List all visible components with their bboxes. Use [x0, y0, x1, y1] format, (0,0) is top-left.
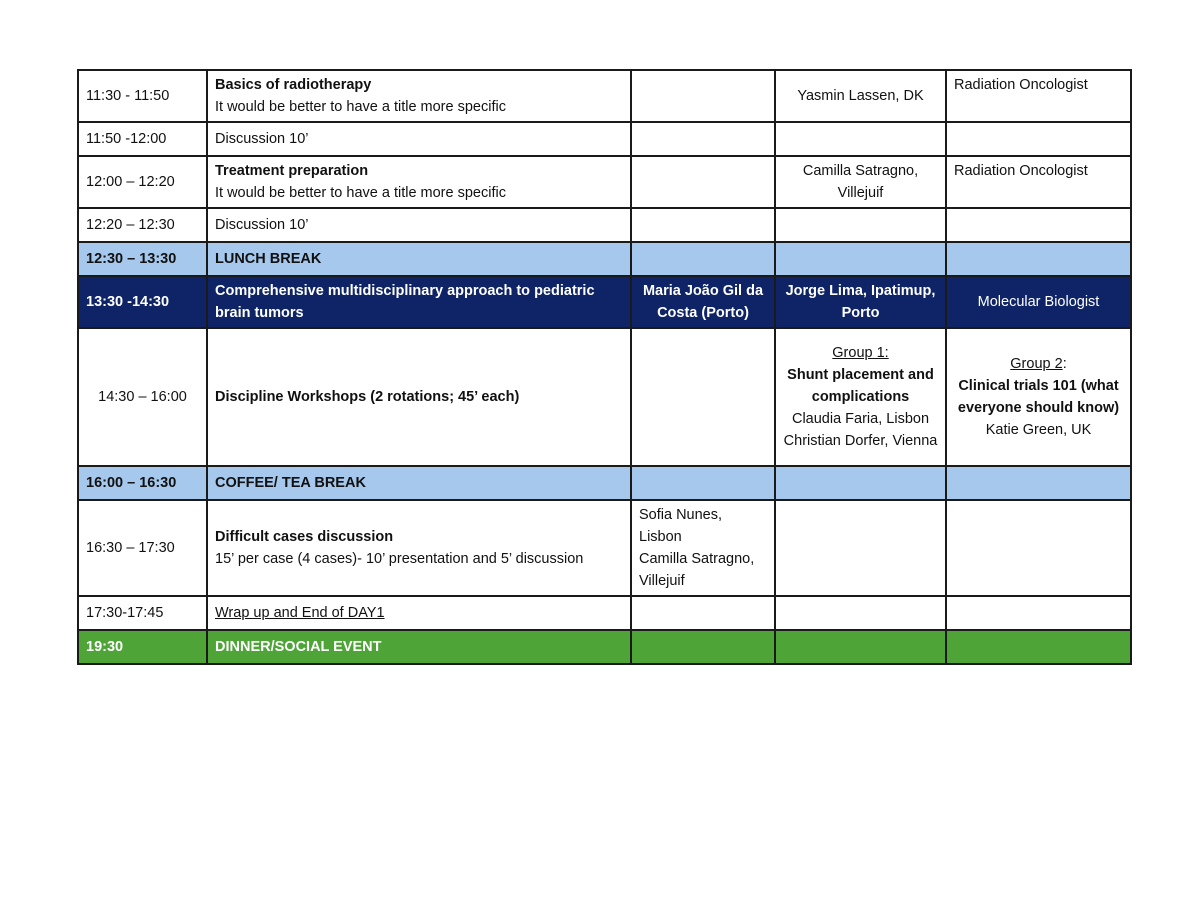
session-cell [207, 156, 631, 208]
chair-cell [631, 630, 775, 664]
speaker-cell [775, 208, 946, 242]
speaker-cell [775, 242, 946, 276]
role-cell [946, 242, 1131, 276]
time-cell: 14:30 – 16:00 [78, 328, 207, 466]
session-note: 15’ per case (4 cases)- 10’ presentation and 5’ discussion [215, 551, 584, 567]
role-cell [946, 596, 1131, 630]
session-cell: Discipline Workshops (2 rotations; 45’ each) [207, 328, 631, 466]
program-schedule-table [77, 69, 1132, 665]
role-cell [946, 466, 1131, 500]
session-title: Difficult cases discussion [215, 529, 394, 545]
plenary-row [78, 276, 1131, 328]
group-1-cell [775, 328, 946, 466]
time-cell: 13:30 -14:30 [78, 276, 207, 328]
time-cell: 12:20 – 12:30 [78, 208, 207, 242]
time-cell: 12:30 – 13:30 [78, 242, 207, 276]
speaker-cell: Camilla Satragno, Villejuif [775, 156, 946, 208]
chair-cell [631, 328, 775, 466]
time-cell: 11:50 -12:00 [78, 122, 207, 156]
session-note: It would be better to have a title more specific [215, 99, 506, 115]
session-cell: Discussion 10’ [207, 208, 631, 242]
session-cell: Discussion 10’ [207, 122, 631, 156]
role-cell [946, 500, 1131, 596]
role-cell: Radiation Oncologist [946, 156, 1131, 208]
time-cell: 11:30 - 11:50 [78, 70, 207, 122]
session-cell: DINNER/SOCIAL EVENT [207, 630, 631, 664]
schedule-row [78, 208, 1131, 242]
speaker-cell: Jorge Lima, Ipatimup, Porto [775, 276, 946, 328]
lunch-break-row [78, 242, 1131, 276]
group-2-label: Group 2 [1010, 356, 1063, 372]
session-note: It would be better to have a title more specific [215, 185, 506, 201]
chair-cell [631, 242, 775, 276]
schedule-row [78, 596, 1131, 630]
session-cell: Wrap up and End of DAY1 [207, 596, 631, 630]
group-2-topic: Clinical trials 101 (what everyone should know) [957, 378, 1120, 416]
chair-person: Sofia Nunes, Lisbon [639, 507, 723, 545]
chair-cell [631, 208, 775, 242]
chair-cell [631, 70, 775, 122]
chair-cell [631, 596, 775, 630]
group-2-label-line [954, 353, 1123, 375]
group-1-topic: Shunt placement and complications [787, 367, 934, 405]
role-cell [946, 122, 1131, 156]
speaker-cell [775, 630, 946, 664]
session-cell [207, 500, 631, 596]
session-cell [207, 70, 631, 122]
group-1-person: Christian Dorfer, Vienna [783, 433, 938, 449]
chair-cell [631, 122, 775, 156]
coffee-break-row [78, 466, 1131, 500]
schedule-row [78, 70, 1131, 122]
speaker-cell: Yasmin Lassen, DK [775, 70, 946, 122]
role-cell: Radiation Oncologist [946, 70, 1131, 122]
speaker-cell [775, 596, 946, 630]
dinner-row [78, 630, 1131, 664]
group-1-label: Group 1: [832, 345, 889, 361]
chair-cell [631, 156, 775, 208]
session-cell: COFFEE/ TEA BREAK [207, 466, 631, 500]
time-cell: 19:30 [78, 630, 207, 664]
role-cell [946, 208, 1131, 242]
workshop-row [78, 328, 1131, 466]
role-cell [946, 630, 1131, 664]
speaker-cell [775, 500, 946, 596]
time-cell: 17:30-17:45 [78, 596, 207, 630]
time-cell: 16:00 – 16:30 [78, 466, 207, 500]
group-2-cell [946, 328, 1131, 466]
session-cell: Comprehensive multidisciplinary approach to pediatric brain tumors [207, 276, 631, 328]
chair-cell: Maria João Gil da Costa (Porto) [631, 276, 775, 328]
speaker-cell [775, 466, 946, 500]
schedule-row [78, 122, 1131, 156]
time-cell: 12:00 – 12:20 [78, 156, 207, 208]
schedule-row [78, 156, 1131, 208]
session-cell: LUNCH BREAK [207, 242, 631, 276]
schedule-row [78, 500, 1131, 596]
chair-cell [631, 466, 775, 500]
group-1-person: Claudia Faria, Lisbon [791, 411, 930, 427]
chair-cell [631, 500, 775, 596]
group-2-person: Katie Green, UK [985, 422, 1092, 438]
session-title: Basics of radiotherapy [215, 77, 372, 93]
chair-person: Camilla Satragno, Villejuif [639, 551, 755, 589]
time-cell: 16:30 – 17:30 [78, 500, 207, 596]
role-cell: Molecular Biologist [946, 276, 1131, 328]
session-title: Treatment preparation [215, 163, 369, 179]
speaker-cell [775, 122, 946, 156]
group-2-colon: : [1062, 356, 1067, 372]
